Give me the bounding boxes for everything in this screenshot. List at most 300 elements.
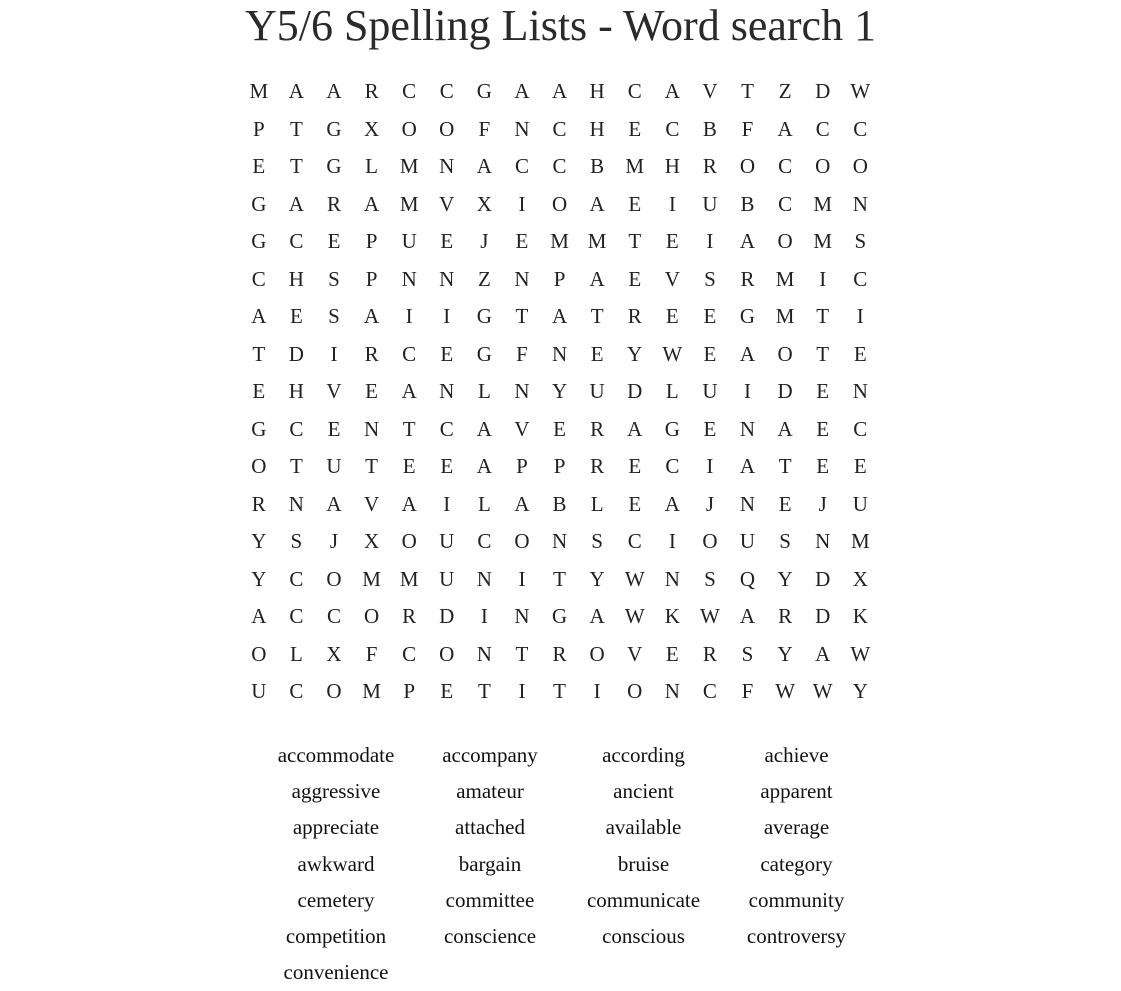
grid-cell[interactable]: Y <box>852 679 868 703</box>
grid-cell[interactable]: T <box>741 79 754 103</box>
grid-cell[interactable]: C <box>552 116 567 141</box>
grid-cell[interactable]: A <box>476 416 492 441</box>
grid-cell[interactable]: G <box>326 154 342 178</box>
grid-cell[interactable]: N <box>551 341 568 366</box>
word-list-item: appreciate <box>292 815 380 840</box>
grid-cell[interactable]: M <box>362 566 381 591</box>
grid-cell[interactable]: C <box>853 266 868 291</box>
grid-cell[interactable]: R <box>702 641 717 666</box>
grid-cell[interactable]: T <box>590 304 604 328</box>
grid-cell[interactable]: S <box>741 641 754 666</box>
grid-cell[interactable]: W <box>700 604 720 628</box>
grid-cell[interactable]: T <box>816 304 830 328</box>
grid-cell[interactable]: A <box>739 604 756 628</box>
grid-cell[interactable]: L <box>477 379 491 403</box>
grid-cell[interactable]: A <box>401 491 417 516</box>
grid-cell[interactable]: C <box>289 679 304 703</box>
grid-cell[interactable]: N <box>476 641 492 666</box>
grid-cell[interactable]: C <box>514 154 529 178</box>
grid-cell[interactable]: M <box>399 191 419 216</box>
grid-cell[interactable]: F <box>516 341 528 366</box>
word-list-item: convenience <box>283 960 389 985</box>
grid-cell[interactable]: R <box>590 454 605 478</box>
grid-cell[interactable]: S <box>328 304 340 328</box>
grid-cell[interactable]: N <box>439 154 455 178</box>
grid-cell[interactable]: A <box>551 304 568 328</box>
grid-cell[interactable]: A <box>815 641 831 666</box>
grid-cell[interactable]: G <box>739 304 756 328</box>
grid-cell[interactable]: P <box>365 229 378 253</box>
grid-cell[interactable]: H <box>288 266 304 291</box>
grid-cell[interactable]: U <box>439 529 455 553</box>
grid-cell[interactable]: N <box>739 416 756 441</box>
grid-cell[interactable]: D <box>777 379 793 403</box>
grid-cell[interactable]: T <box>289 454 303 478</box>
grid-cell[interactable]: Y <box>777 641 793 666</box>
letter-grid <box>240 73 880 711</box>
grid-cell[interactable]: G <box>476 79 492 103</box>
grid-cell[interactable]: O <box>251 641 267 666</box>
grid-cell[interactable]: S <box>779 529 791 553</box>
grid-cell[interactable]: E <box>628 266 642 291</box>
grid-cell[interactable]: C <box>289 416 304 441</box>
grid-cell[interactable]: E <box>252 379 266 403</box>
grid-cell[interactable]: E <box>816 454 830 478</box>
grid-cell[interactable]: T <box>816 341 830 366</box>
grid-cell[interactable]: L <box>365 154 378 178</box>
grid-cell[interactable]: V <box>363 491 380 516</box>
grid-cell[interactable]: H <box>288 379 304 403</box>
grid-cell[interactable]: A <box>326 491 342 516</box>
grid-cell[interactable]: O <box>401 529 417 553</box>
grid-cell[interactable]: G <box>476 341 492 366</box>
grid-cell[interactable]: C <box>665 454 680 478</box>
grid-cell[interactable]: L <box>289 641 303 666</box>
grid-cell[interactable]: C <box>326 604 341 628</box>
grid-cell[interactable]: P <box>403 679 416 703</box>
grid-cell[interactable]: I <box>480 604 488 628</box>
grid-cell[interactable]: U <box>439 566 455 591</box>
grid-cell[interactable]: F <box>741 116 754 141</box>
grid-cell[interactable]: E <box>703 341 717 366</box>
word-list-item: attached <box>455 815 525 840</box>
grid-cell[interactable]: S <box>854 229 867 253</box>
grid-cell[interactable]: K <box>664 604 680 628</box>
grid-cell[interactable]: C <box>778 191 793 216</box>
grid-cell[interactable]: V <box>514 416 530 441</box>
grid-cell[interactable]: E <box>440 679 454 703</box>
grid-cell[interactable]: X <box>363 529 380 553</box>
grid-cell[interactable]: R <box>627 304 642 328</box>
grid-row <box>240 261 880 299</box>
grid-cell[interactable]: V <box>627 641 643 666</box>
grid-cell[interactable]: A <box>363 304 380 328</box>
grid-cell[interactable]: C <box>702 679 717 703</box>
grid-cell[interactable]: A <box>664 491 680 516</box>
grid-cell[interactable]: Y <box>251 529 267 553</box>
grid-cell[interactable]: V <box>664 266 680 291</box>
grid-cell[interactable]: P <box>252 116 265 141</box>
grid-cell[interactable]: I <box>706 454 714 478</box>
grid-cell[interactable]: D <box>815 566 831 591</box>
grid-cell[interactable]: T <box>515 641 529 666</box>
grid-cell[interactable]: I <box>706 229 714 253</box>
grid-cell[interactable]: B <box>740 191 755 216</box>
grid-cell[interactable]: U <box>326 454 342 478</box>
grid-cell[interactable]: X <box>476 191 492 216</box>
grid-cell[interactable]: T <box>628 229 642 253</box>
grid-cell[interactable]: V <box>439 191 455 216</box>
grid-cell[interactable]: E <box>628 191 642 216</box>
grid-cell[interactable]: O <box>589 641 605 666</box>
grid-cell[interactable]: X <box>852 566 868 591</box>
grid-cell[interactable]: S <box>704 266 716 291</box>
grid-cell[interactable]: X <box>363 116 380 141</box>
grid-cell[interactable]: G <box>664 416 680 441</box>
grid-cell[interactable]: L <box>665 379 679 403</box>
grid-cell[interactable]: O <box>815 154 831 178</box>
grid-cell[interactable]: E <box>628 116 642 141</box>
grid-cell[interactable]: E <box>327 416 341 441</box>
grid-cell[interactable]: C <box>402 641 417 666</box>
grid-cell[interactable]: R <box>364 79 379 103</box>
grid-cell[interactable]: O <box>551 191 568 216</box>
word-list-item: awkward <box>297 851 375 876</box>
grid-cell[interactable]: M <box>813 229 833 253</box>
grid-cell[interactable]: E <box>703 416 717 441</box>
grid-cell[interactable]: U <box>739 529 756 553</box>
grid-cell[interactable]: W <box>624 566 645 591</box>
grid-cell[interactable]: C <box>402 79 417 103</box>
grid-cell[interactable]: S <box>591 529 603 553</box>
grid-cell[interactable]: C <box>477 529 492 553</box>
grid-cell[interactable]: D <box>815 604 831 628</box>
grid-cell[interactable]: J <box>480 229 489 253</box>
grid-cell[interactable]: I <box>518 191 526 216</box>
grid-cell[interactable]: W <box>624 604 645 628</box>
grid-cell[interactable]: R <box>552 641 567 666</box>
grid-cell[interactable]: B <box>590 154 605 178</box>
grid-cell[interactable]: V <box>702 79 718 103</box>
grid-cell[interactable]: I <box>405 304 413 328</box>
grid-cell[interactable]: O <box>326 679 342 703</box>
grid-cell[interactable]: E <box>628 454 642 478</box>
grid-cell[interactable]: S <box>328 266 340 291</box>
grid-cell[interactable]: N <box>439 379 455 403</box>
grid-cell[interactable]: A <box>589 266 605 291</box>
grid-cell[interactable]: O <box>739 154 756 178</box>
grid-cell[interactable]: N <box>288 491 304 516</box>
grid-cell[interactable]: F <box>741 679 754 703</box>
grid-cell[interactable]: A <box>401 379 417 403</box>
grid-cell[interactable]: C <box>289 566 304 591</box>
grid-cell[interactable]: A <box>514 79 530 103</box>
grid-cell[interactable]: N <box>739 491 756 516</box>
grid-cell[interactable]: I <box>518 566 526 591</box>
grid-cell[interactable]: M <box>775 266 795 291</box>
grid-cell[interactable]: M <box>625 154 645 178</box>
grid-cell[interactable]: O <box>439 641 455 666</box>
grid-cell[interactable]: A <box>739 229 756 253</box>
grid-cell[interactable]: G <box>251 191 267 216</box>
grid-cell[interactable]: H <box>589 116 605 141</box>
grid-cell[interactable]: D <box>815 79 831 103</box>
grid-cell[interactable]: C <box>439 79 454 103</box>
grid-cell[interactable]: A <box>476 154 492 178</box>
grid-cell[interactable]: A <box>288 79 304 103</box>
grid-cell[interactable]: T <box>402 416 416 441</box>
grid-cell[interactable]: Z <box>778 79 792 103</box>
grid-cell[interactable]: N <box>852 191 868 216</box>
grid-cell[interactable]: A <box>589 191 605 216</box>
grid-cell[interactable]: D <box>288 341 304 366</box>
grid-cell[interactable]: O <box>363 604 380 628</box>
grid-cell[interactable]: J <box>329 529 339 553</box>
grid-cell[interactable]: M <box>399 566 419 591</box>
grid-cell[interactable]: O <box>702 529 718 553</box>
grid-cell[interactable]: Y <box>251 566 267 591</box>
grid-cell[interactable]: A <box>326 79 342 103</box>
grid-cell[interactable]: C <box>815 116 830 141</box>
grid-cell[interactable]: N <box>551 529 568 553</box>
grid-cell[interactable]: B <box>702 116 717 141</box>
grid-cell[interactable]: G <box>251 229 267 253</box>
grid-cell[interactable]: B <box>552 491 567 516</box>
grid-cell[interactable]: U <box>702 191 718 216</box>
grid-cell[interactable]: E <box>252 154 266 178</box>
grid-cell[interactable]: I <box>744 379 752 403</box>
grid-cell[interactable]: V <box>326 379 342 403</box>
grid-cell[interactable]: A <box>589 604 605 628</box>
grid-row <box>240 561 880 599</box>
grid-cell[interactable]: M <box>813 191 833 216</box>
grid-cell[interactable]: D <box>627 379 643 403</box>
grid-cell[interactable]: Y <box>551 379 568 403</box>
grid-cell[interactable]: E <box>853 341 867 366</box>
grid-cell[interactable]: I <box>856 304 864 328</box>
grid-cell[interactable]: T <box>289 116 303 141</box>
grid-cell[interactable]: E <box>440 454 454 478</box>
grid-cell[interactable]: E <box>665 641 679 666</box>
grid-cell[interactable]: E <box>553 416 566 441</box>
grid-cell[interactable]: E <box>440 341 454 366</box>
grid-cell[interactable]: E <box>628 491 642 516</box>
grid-cell[interactable]: T <box>289 154 303 178</box>
grid-cell[interactable]: P <box>553 266 566 291</box>
grid-cell[interactable]: M <box>249 79 269 103</box>
grid-cell[interactable]: T <box>515 304 529 328</box>
grid-cell[interactable]: S <box>704 566 716 591</box>
grid-cell[interactable]: R <box>326 191 341 216</box>
grid-cell[interactable]: R <box>740 266 755 291</box>
grid-cell[interactable]: U <box>702 379 718 403</box>
grid-cell[interactable]: C <box>402 341 417 366</box>
grid-cell[interactable]: F <box>478 116 491 141</box>
grid-cell[interactable]: U <box>251 679 267 703</box>
grid-cell[interactable]: I <box>668 529 676 553</box>
grid-cell[interactable]: I <box>668 191 676 216</box>
grid-cell[interactable]: E <box>816 379 830 403</box>
grid-cell[interactable]: R <box>590 416 605 441</box>
grid-cell[interactable]: P <box>553 454 566 478</box>
grid-cell[interactable]: E <box>402 454 416 478</box>
grid-cell[interactable]: S <box>290 529 303 553</box>
grid-cell[interactable]: N <box>664 566 680 591</box>
grid-cell[interactable]: R <box>778 604 793 628</box>
grid-cell[interactable]: N <box>852 379 868 403</box>
grid-cell[interactable]: C <box>251 266 266 291</box>
grid-cell[interactable]: M <box>850 529 870 553</box>
grid-cell[interactable]: T <box>553 566 566 591</box>
grid-cell[interactable]: E <box>365 379 378 403</box>
grid-cell[interactable]: W <box>812 679 833 703</box>
grid-cell[interactable]: P <box>516 454 528 478</box>
grid-cell[interactable]: O <box>777 341 793 366</box>
grid-cell[interactable]: G <box>476 304 492 328</box>
grid-cell[interactable]: Z <box>477 266 491 291</box>
grid-cell[interactable]: I <box>819 266 827 291</box>
grid-cell[interactable]: C <box>778 154 793 178</box>
grid-cell[interactable]: O <box>439 116 455 141</box>
grid-cell[interactable]: T <box>365 454 378 478</box>
grid-cell[interactable]: H <box>589 79 605 103</box>
grid-cell[interactable]: I <box>593 679 601 703</box>
grid-cell[interactable]: O <box>852 154 868 178</box>
page-title: Y5/6 Spelling Lists - Word search 1 <box>244 1 877 50</box>
grid-cell[interactable]: G <box>326 116 342 141</box>
grid-cell[interactable]: N <box>514 379 530 403</box>
grid-cell[interactable]: N <box>815 529 831 553</box>
grid-cell[interactable]: M <box>399 154 419 178</box>
grid-cell[interactable]: O <box>777 229 793 253</box>
grid-cell[interactable]: Y <box>777 566 793 591</box>
grid-cell[interactable]: A <box>664 79 680 103</box>
grid-cell[interactable]: U <box>852 491 868 516</box>
grid-cell[interactable]: I <box>518 679 526 703</box>
grid-cell[interactable]: E <box>289 304 303 328</box>
grid-cell[interactable]: M <box>362 679 381 703</box>
grid-cell[interactable]: A <box>476 454 492 478</box>
grid-cell[interactable]: N <box>514 266 530 291</box>
grid-cell[interactable]: C <box>552 154 567 178</box>
grid-cell[interactable]: R <box>364 341 379 366</box>
grid-cell[interactable]: R <box>251 491 266 516</box>
grid-cell[interactable]: E <box>515 229 529 253</box>
grid-cell[interactable]: M <box>587 229 607 253</box>
grid-cell[interactable]: I <box>443 491 451 516</box>
grid-cell[interactable]: A <box>288 191 304 216</box>
grid-cell[interactable]: E <box>703 304 717 328</box>
grid-cell[interactable]: A <box>251 604 267 628</box>
grid-cell[interactable]: Y <box>589 566 605 591</box>
grid-cell[interactable]: T <box>778 454 792 478</box>
grid-cell[interactable]: E <box>665 229 679 253</box>
grid-cell[interactable]: C <box>289 229 304 253</box>
grid-cell[interactable]: E <box>816 416 830 441</box>
grid-cell[interactable]: J <box>818 491 827 516</box>
grid-cell[interactable]: C <box>627 529 642 553</box>
grid-cell[interactable]: E <box>778 491 792 516</box>
grid-cell[interactable]: C <box>665 116 680 141</box>
grid-cell[interactable]: J <box>705 491 715 516</box>
grid-cell[interactable]: A <box>739 341 756 366</box>
grid-cell[interactable]: A <box>627 416 643 441</box>
grid-cell[interactable]: L <box>477 491 491 516</box>
grid-cell[interactable]: T <box>477 679 491 703</box>
grid-cell[interactable]: I <box>330 341 338 366</box>
word-list-item: achieve <box>764 743 829 767</box>
grid-cell[interactable]: A <box>777 116 793 141</box>
grid-cell[interactable]: D <box>439 604 455 628</box>
grid-cell[interactable]: Y <box>627 341 643 366</box>
grid-cell[interactable]: C <box>289 604 304 628</box>
grid-cell[interactable]: O <box>514 529 530 553</box>
grid-cell[interactable]: H <box>664 154 680 178</box>
grid-cell[interactable]: L <box>590 491 604 516</box>
grid-cell[interactable]: N <box>401 266 417 291</box>
grid-cell[interactable]: W <box>850 641 871 666</box>
grid-cell[interactable]: N <box>476 566 492 591</box>
grid-cell[interactable]: O <box>251 454 267 478</box>
grid-cell[interactable]: T <box>553 679 566 703</box>
grid-cell[interactable]: G <box>251 416 267 441</box>
grid-cell[interactable]: W <box>662 341 683 366</box>
grid-cell[interactable]: E <box>590 341 604 366</box>
grid-cell[interactable]: R <box>702 154 717 178</box>
grid-cell[interactable]: G <box>551 604 568 628</box>
grid-cell[interactable]: K <box>852 604 868 628</box>
grid-cell[interactable]: O <box>326 566 342 591</box>
grid-cell[interactable]: M <box>550 229 569 253</box>
grid-cell[interactable]: W <box>775 679 796 703</box>
grid-cell[interactable]: A <box>514 491 530 516</box>
grid-cell[interactable]: W <box>850 79 871 103</box>
grid-cell[interactable]: N <box>664 679 680 703</box>
grid-cell[interactable]: N <box>514 604 530 628</box>
grid-cell[interactable]: U <box>401 229 417 253</box>
grid-cell[interactable]: O <box>401 116 417 141</box>
grid-cell[interactable]: I <box>443 304 451 328</box>
grid-cell[interactable]: C <box>853 116 868 141</box>
grid-cell[interactable]: E <box>853 454 867 478</box>
grid-cell[interactable]: M <box>775 304 795 328</box>
grid-cell[interactable]: N <box>514 116 530 141</box>
grid-cell[interactable]: A <box>363 191 380 216</box>
grid-cell[interactable]: C <box>627 79 642 103</box>
grid-cell[interactable]: O <box>627 679 643 703</box>
grid-cell[interactable]: E <box>327 229 341 253</box>
grid-cell[interactable]: F <box>365 641 378 666</box>
grid-cell[interactable]: C <box>853 416 868 441</box>
grid-cell[interactable]: E <box>440 229 454 253</box>
grid-cell[interactable]: A <box>739 454 756 478</box>
grid-cell[interactable]: T <box>252 341 266 366</box>
grid-cell[interactable]: C <box>439 416 454 441</box>
grid-cell[interactable]: R <box>402 604 417 628</box>
grid-cell[interactable]: U <box>589 379 605 403</box>
grid-cell[interactable]: Q <box>739 566 756 591</box>
grid-cell[interactable]: N <box>439 266 455 291</box>
grid-cell[interactable]: N <box>363 416 380 441</box>
grid-cell[interactable]: A <box>251 304 267 328</box>
grid-cell[interactable]: P <box>365 266 378 291</box>
grid-cell[interactable]: E <box>665 304 679 328</box>
grid-cell[interactable]: A <box>551 79 568 103</box>
grid-cell[interactable]: A <box>777 416 793 441</box>
word-list-item: apparent <box>760 779 833 804</box>
grid-row <box>240 673 880 711</box>
grid-cell[interactable]: X <box>326 641 342 666</box>
